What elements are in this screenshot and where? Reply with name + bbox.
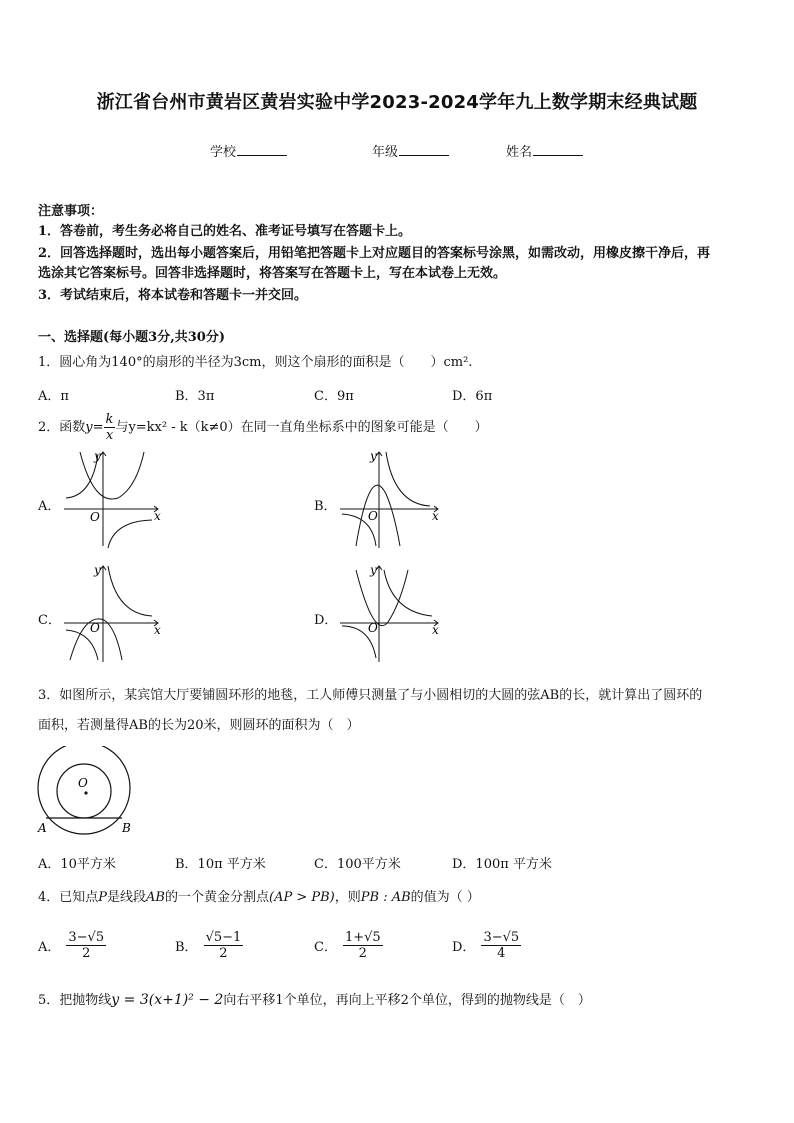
- q5-stem: [38, 990, 591, 1011]
- page-title: 浙江省台州市黄岩区黄岩实验中学2023-2024学年九上数学期末经典试题: [96, 92, 698, 113]
- q3-stem-line2: 面积，若测量得AB的长为20米，则圆环的面积为（ ）: [38, 718, 360, 733]
- q4-mid3: ，则: [334, 890, 361, 905]
- center-label: O: [78, 776, 88, 790]
- origin-label: O: [368, 621, 378, 635]
- school-field: [210, 141, 287, 160]
- q4-frac-c: [343, 930, 383, 961]
- q2-stem: [38, 412, 488, 443]
- q1-option-d[interactable]: D．6π: [452, 389, 493, 404]
- axis-x-label: x: [432, 509, 439, 523]
- q4-den-a: 2: [82, 946, 91, 961]
- q4-den-b: 2: [219, 946, 228, 961]
- axis-x-label: x: [154, 623, 161, 637]
- q4-option-c[interactable]: [314, 930, 383, 961]
- q4-option-b[interactable]: [175, 930, 243, 961]
- point-a-label: A: [38, 821, 47, 835]
- q5-expr: y = 3(x+1)² − 2: [111, 992, 224, 1008]
- q4-label-c: C．: [314, 940, 337, 955]
- q2-frac-num: k: [105, 412, 114, 427]
- q4-mid2: 的一个黄金分割点: [165, 890, 270, 905]
- origin-label: O: [90, 510, 100, 524]
- notes-heading: 注意事项：: [38, 204, 104, 219]
- q1-stem: 1．圆心角为140°的扇形的半径为3cm，则这个扇形的面积是（ ）cm².: [38, 355, 473, 370]
- q4-label-b: B．: [175, 940, 198, 955]
- q2-label-c[interactable]: C．: [38, 613, 61, 628]
- school-label: 学校: [210, 145, 237, 160]
- q4-option-a[interactable]: [38, 930, 106, 961]
- q4-frac-b: [204, 930, 244, 961]
- q2-mid: 与y=kx² - k（k≠0）在同一直角坐标系中的图象可能是（ ）: [115, 419, 488, 435]
- q2-label-d[interactable]: D．: [314, 613, 338, 628]
- q3-stem-line1: 3．如图所示，某宾馆大厅要铺圆环形的地毯，工人师傅只测量了与小圆相切的大圆的弦AB的长，就计算出了圆环的: [38, 688, 703, 703]
- graph-a[interactable]: [58, 446, 168, 550]
- q4-ratio: PB : AB: [360, 890, 411, 905]
- graph-d[interactable]: [334, 560, 444, 664]
- q5-post: 向右平移1个单位，再向上平移2个单位，得到的抛物线是（ ）: [223, 993, 591, 1008]
- q4-cond: (AP > PB): [269, 890, 335, 905]
- q5-pre: 5．把抛物线: [38, 993, 112, 1008]
- q2-y: y: [85, 419, 93, 435]
- inner-circle: [57, 764, 111, 818]
- q4-post: 的值为（ ）: [410, 890, 480, 905]
- note-1: 1．答卷前，考生务必将自己的姓名、准考证号填写在答题卡上。: [38, 224, 412, 239]
- axis-y-label: y: [94, 563, 101, 577]
- note-2-cont: 选涂其它答案标号。回答非选择题时，将答案写在答题卡上，写在本试卷上无效。: [38, 266, 507, 281]
- q4-stem: [38, 888, 480, 908]
- grade-blank[interactable]: [399, 143, 449, 156]
- name-field: [506, 141, 583, 160]
- q3-option-a[interactable]: A．10平方米: [38, 857, 116, 872]
- name-label: 姓名: [506, 145, 533, 160]
- q4-p: P: [98, 890, 108, 905]
- point-b-label: B: [122, 821, 131, 835]
- q1-option-a[interactable]: A．π: [38, 389, 69, 404]
- name-blank[interactable]: [533, 143, 583, 156]
- grade-label: 年级: [372, 145, 399, 160]
- axis-y-label: y: [370, 449, 377, 463]
- q1-option-c[interactable]: C．9π: [314, 389, 354, 404]
- q4-num-d: 3−√5: [483, 930, 520, 945]
- note-2: 2．回答选择题时，选出每小题答案后，用铅笔把答题卡上对应题目的答案标号涂黑，如需改动，用橡皮擦干净后，再: [38, 246, 711, 261]
- school-blank[interactable]: [237, 143, 287, 156]
- origin-label: O: [90, 621, 100, 635]
- section-heading: 一、选择题(每小题3分,共30分): [38, 330, 225, 345]
- q3-option-d[interactable]: D．100π 平方米: [452, 857, 552, 872]
- axis-y-label: y: [370, 563, 377, 577]
- axis-y-label: y: [94, 449, 101, 463]
- q4-num-b: √5−1: [205, 930, 242, 945]
- q4-den-c: 2: [358, 946, 367, 961]
- q4-ab: AB: [146, 890, 165, 905]
- q4-mid1: 是线段: [107, 890, 147, 905]
- ring-figure: [34, 746, 144, 838]
- q4-pre: 4．已知点: [38, 890, 99, 905]
- note-3: 3．考试结束后，将本试卷和答题卡一并交回。: [38, 288, 308, 303]
- grade-field: [372, 141, 449, 160]
- outer-circle: [38, 746, 130, 834]
- q2-label-b[interactable]: B．: [314, 499, 337, 514]
- q4-den-d: 4: [497, 946, 506, 961]
- center-point: [84, 791, 87, 794]
- graph-c[interactable]: [58, 560, 168, 664]
- q4-frac-a: [66, 930, 106, 961]
- q3-option-b[interactable]: B．10π 平方米: [175, 857, 266, 872]
- q4-frac-d: [481, 930, 521, 961]
- q4-num-a: 3−√5: [68, 930, 105, 945]
- q4-label-d: D．: [452, 940, 476, 955]
- axis-x-label: x: [432, 623, 439, 637]
- q2-label-a[interactable]: A．: [38, 499, 61, 514]
- q1-option-b[interactable]: B．3π: [175, 389, 215, 404]
- origin-label: O: [368, 509, 378, 523]
- q2-frac-den: x: [105, 428, 114, 443]
- q4-option-d[interactable]: [452, 930, 521, 961]
- q3-option-c[interactable]: C．100平方米: [314, 857, 401, 872]
- q2-eq: =: [92, 419, 104, 435]
- graph-b[interactable]: [334, 446, 444, 550]
- q4-num-c: 1+√5: [344, 930, 381, 945]
- axis-x-label: x: [154, 509, 161, 523]
- q2-prefix: 2．函数: [38, 419, 86, 435]
- q4-label-a: A．: [38, 940, 61, 955]
- q2-fraction: [104, 412, 116, 443]
